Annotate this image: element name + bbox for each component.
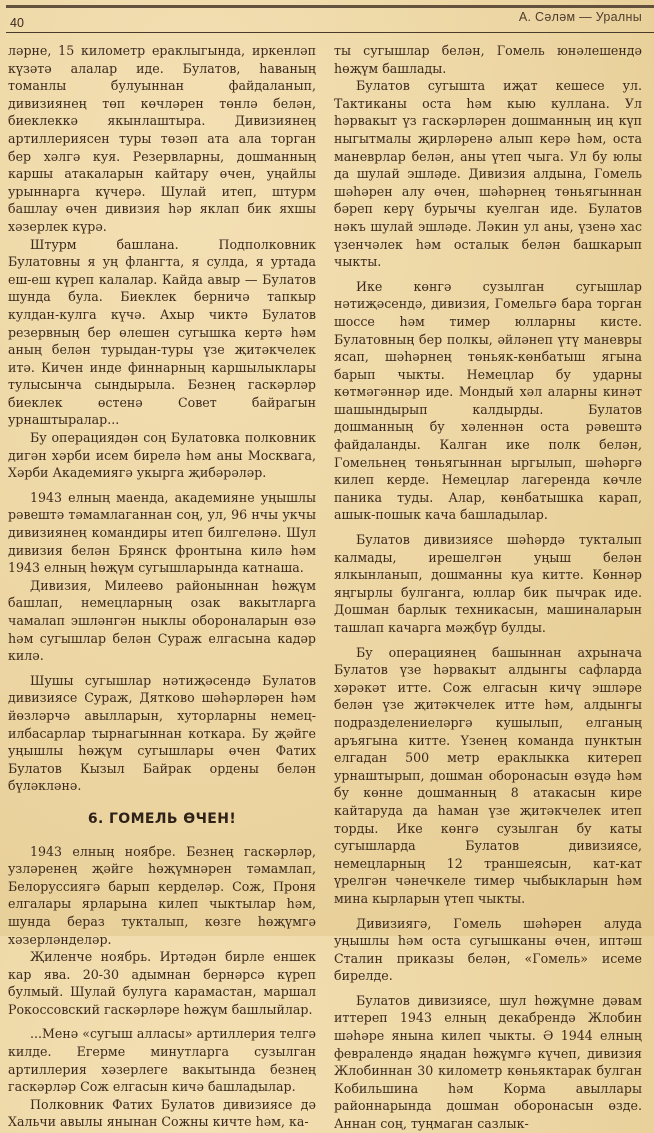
header-bottom-rule (6, 32, 654, 33)
left-column (8, 42, 316, 1131)
header-top-rule (6, 5, 654, 8)
right-column (334, 42, 642, 1133)
paragraph: Штурм башлана. Подполковник Булатовны я уң флангта, я сулда, я уртада еш-еш күреп калалар. Кайда авыр — Булатов шунда була. Биеклек берничә тапкыр кулдан-кулга күчә. Ахыр чиктә Булатов резервның бер өлешен сугышка кертә һәм аның белән турыдан-туры үзе җитәкчелек итә. Кичен инде финнарның каршылыклары тулысынча сындырыла. Безнең гаскәрләр биеклек өстенә Совет байрагын урнаштыралар... (8, 236, 316, 428)
paragraph: Шушы сугышлар нәтиҗәсендә Булатов дивизиясе Сураж, Дятково шәһәрләрен һәм йөзләрчә авылларын, хуторларны немец-илбасарлар тырнагыннан коткара. Бу җәйге уңышлы һөҗүм сугышлары өчен Фатих Булатов Кызыл Байрак ордены белән бүләкләнә. (8, 672, 316, 794)
paragraph: Булатов сугышта иҗат кешесе ул. Тактиканы оста һәм кыю куллана. Ул һәрвакыт үз гаскәрләрен дошманның иң күп ныгытмалы җирләренә алып керә һәм, оста маневрлар белән, аны үтеп чыга. Ул бу юлы да шулай эшләде. Дивизия алдына, Гомель шәһәрен алу өчен, шәһәрнең төньягыннан бәреп керү бурычы куелган иде. Булатов нәкъ шулай эшләде. Ләкин ул аны, үзенә хас үзенчәлек һәм осталык белән башкарып чыкты. (334, 78, 642, 270)
paragraph: ләрне, 15 километр ераклыгында, иркенләп күзәтә алалар иде. Булатов, һаваның томанлы булуыннан файдаланып, дивизиянең төп көчләрен төнлә белән, биеклеккә якынлаштыра. Дивизиянең артиллериясен туры төзәп ата ала торган бер хәлгә куя. Резервларны, дошманның каршы атакаларын кайтару өчен, уңайлы урыннарга күчерә. Шулай итеп, штурм башлау өчен дивизия һәр яклап бик яхшы хәзерлек күрә. (8, 43, 316, 234)
paragraph: Дивизиягә, Гомель шәһәрен алуда уңышлы һәм оста сугышканы өчен, иптәш Сталин приказы белән, «Гомель» исеме бирелде. (334, 915, 642, 984)
paragraph: Җиленче ноябрь. Иртәдән бирле еншек кар ява. 20-30 адымнан бернәрсә күреп булмый. Шулай булуга карамастан, маршал Рокоссовский гаскәрләре һөҗүм башлыйлар. (8, 949, 316, 1017)
paragraph: Дивизия, Милеево районыннан һөҗүм башлап, немецларның озак вакытларга чамалап эшләнгән ныклы обороналарын өзә һәм сугышлар белән Сураж елгасына кадәр килә. (8, 577, 316, 664)
running-title: А. Сәләм — Уралны (518, 10, 642, 24)
paragraph: Булатов дивизиясе шәһәрдә тукталып калмады, ирешелгән уңыш белән ялкынланып, дошманны куа китте. Көннәр яңгырлы булганга, юллар бик пычрак иде. Дошман барлык техникасын, машиналарын ташлап качарга мәҗбүр булды. (334, 532, 642, 635)
page-header (6, 0, 654, 36)
page-number: 40 (10, 16, 24, 30)
section-heading: 6. ГОМЕЛЬ ӨЧЕН! (87, 810, 237, 827)
paragraph: 1943 елның ноябре. Безнең гаскәрләр, узләренең җәйге һөҗүмнәрен тәмамлап, Белоруссиягә барып керделәр. Сож, Проня елгалары ярларына килеп чыктылар һәм, шунда бераз тукталып, көзге һөҗүмгә хәзерләнделәр. (8, 843, 316, 947)
paragraph: Ике көнгә сузылган сугышлар нәтиҗәсендә, дивизия, Гомельгә бара торган шоссе һәм тимер юлларны кисте. Булатовның бер полкы, әйләнеп үтү маневры ясап, шәһәрнең төньяк-көнбатыш ягына барып чыкты. Немецлар бу ударны көтмәгәннәр иде. Мондый хәл аларны кинәт шашындырып калдырды. Булатов дошманның бу хәленнән оста рәвештә файдаланды. Калган ике полк белән, Гомельнең төньягыннан ыргылып, шәһәргә килеп керде. Немецлар лагеренда көчле паника туды. Алар, көнбатышка карап, ашык-пошык кача башладылар. (334, 278, 642, 523)
paragraph: Бу операциянең башыннан ахрынача Булатов үзе һәрвакыт алдынгы сафларда хәрәкәт итте. Сож елгасын кичү эшләре белән үзе җитәкчелек итте һәм, алдынгы подразделениеләргә кушылып, елганың аръягына китте. Үзенең команда пунктын елгадан 500 метр ераклыкка китереп урнаштырып, дошман оборонасын өзүдә һәм бу көнне дошманның 8 атакасын кире кайтаруда да һаман үзе җитәкчелек итеп торды. Ике көнгә сузылган бу каты сугышларда Булатов дивизиясе, немецларның 12 траншеясын, кат-кат үрелгән чәнечкеле тимер чыбыкларын һәм мина кырларын үтеп чыкты. (334, 644, 642, 906)
paragraph: ...Менә «сугыш алласы» артиллерия телгә килде. Егерме минутларга сузылган артиллерия хәзерлеге вакытында безнең гаскәрләр Сож елгасын кичә башладылар. (8, 1026, 316, 1095)
paragraph: Булатов дивизиясе, шул һөҗүмне дәвам иттереп 1943 елның декабрендә Жлобин шәһәре янына килеп чыкты. Ә 1944 елның февралендә яңадан һөҗүмгә күчеп, дивизия Жлобиннан 30 километр көньяктарак булган Кобильшина һәм Корма авыллары районнарында дошман оборонасын өзде. Аннан соң, туңмаган сазлык- (334, 992, 642, 1132)
paragraph: Полковник Фатих Булатов дивизиясе дә Хальчи авылы янынан Сожны кичте һәм, ка- (8, 1096, 316, 1130)
paragraph: ты сугышлар белән, Гомель юнәлешендә һөҗүм башлады. (334, 43, 642, 76)
paragraph: 1943 елның маенда, академияне уңышлы рәвештә тәмамлаганнан соң, ул, 96 нчы укчы дивизиянең командиры итеп билгеләнә. Шул дивизия белән Брянск фронтына килә һәм 1943 елның һөҗүм сугышларында катнаша. (8, 489, 316, 576)
paragraph: Бу операциядән соң Булатовка полковник дигән хәрби исем бирелә һәм аны Москвага, Хәрби Академиягә укырга җибәрәләр. (8, 430, 316, 481)
